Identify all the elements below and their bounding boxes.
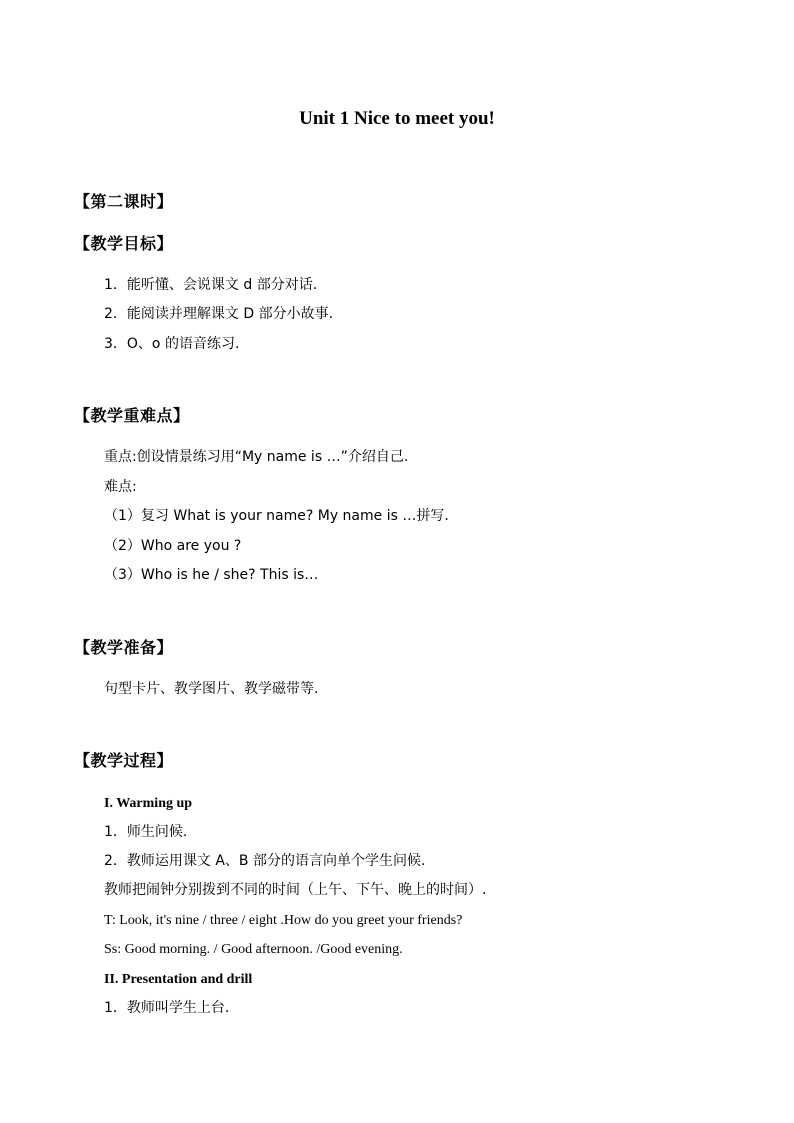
- preparation-heading: 【教学准备】: [74, 638, 174, 657]
- presentation-title: II. Presentation and drill: [104, 972, 253, 987]
- dialogue-line: T: Look, it's nine / three / eight .How do you greet your friends?: [104, 913, 463, 928]
- lesson-heading: 【第二课时】: [74, 192, 174, 211]
- objective-item: 2．能阅读并理解课文 D 部分小故事.: [104, 306, 334, 322]
- process-line: 1．师生问候.: [104, 824, 188, 840]
- process-heading: 【教学过程】: [74, 751, 174, 770]
- difficulty-item: （3）Who is he / she? This is…: [104, 567, 319, 583]
- key-focus-line: 重点:创设情景练习用“My name is …”介绍自己.: [104, 449, 409, 465]
- objective-item: 3．O、o 的语音练习.: [104, 336, 240, 352]
- difficulty-item: （2）Who are you ?: [104, 538, 242, 554]
- dialogue-line: Ss: Good morning. / Good afternoon. /Good evening.: [104, 942, 403, 957]
- document-title: Unit 1 Nice to meet you!: [299, 108, 495, 129]
- process-line: 1．教师叫学生上台.: [104, 1000, 230, 1016]
- difficulty-label: 难点:: [104, 479, 137, 495]
- process-line: 2．教师运用课文 A、B 部分的语言向单个学生问候.: [104, 853, 426, 869]
- preparation-text: 句型卡片、教学图片、教学磁带等.: [104, 681, 319, 697]
- objective-item: 1．能听懂、会说课文 d 部分对话.: [104, 277, 318, 293]
- objectives-heading: 【教学目标】: [74, 234, 174, 253]
- warming-up-title: I. Warming up: [104, 796, 193, 811]
- key-points-heading: 【教学重难点】: [74, 406, 190, 425]
- difficulty-item: （1）复习 What is your name? My name is …拼写.: [104, 508, 449, 524]
- process-line: 教师把闹钟分别拨到不同的时间（上午、下午、晚上的时间）.: [104, 882, 487, 898]
